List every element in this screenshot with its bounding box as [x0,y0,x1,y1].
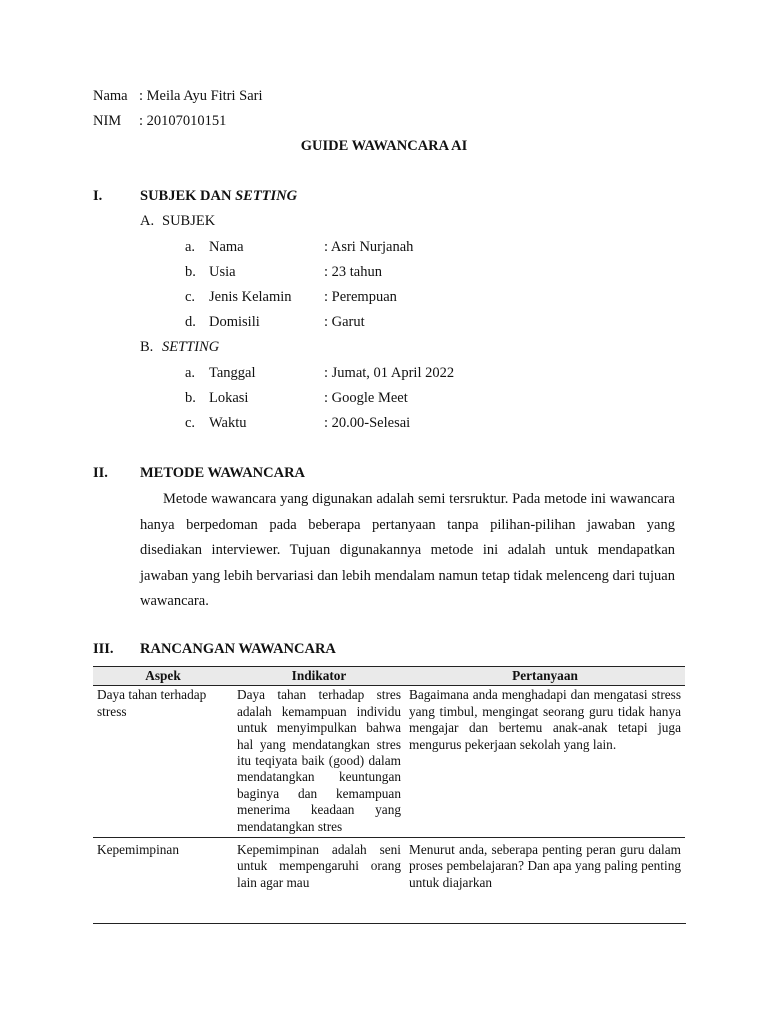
subjek-item-letter: a. [185,239,196,255]
rancangan-table [93,666,685,893]
setting-item-letter: a. [185,365,196,381]
subjek-item-value: : Garut [324,314,365,330]
subjek-item-letter: d. [185,314,196,330]
setting-item-letter: c. [185,415,196,431]
section-2-number: II. [93,465,108,481]
section-1-title [140,188,297,205]
header-pertanyaan: Pertanyaan [405,667,685,686]
table-bottom-rule [93,923,686,924]
table-row [93,686,685,838]
sub-a-title: SUBJEK [162,213,216,229]
nim-value: : 20107010151 [139,113,227,129]
section-1-number: I. [93,188,103,204]
table-header-row [93,667,685,686]
sub-b-title: SETTING [162,339,220,355]
setting-item-label: Tanggal [209,365,256,381]
nim-label: NIM [93,113,122,129]
sub-a-letter: A. [140,213,155,229]
cell-indikator: Daya tahan terhadap stres adalah kemampuan individu untuk menyimpulkan bahwa hal yang mendatangkan stres itu teqiyata baik (good) dalam mendatangkan keuntungan baginya dan kemampuan menerima keadaan yang mendatangkan stres [233,686,405,838]
setting-item-letter: b. [185,390,196,406]
header-aspek: Aspek [93,667,233,686]
section-1-title-plain: SUBJEK DAN [140,188,236,204]
sub-b-letter: B. [140,339,154,355]
cell-aspek: Kepemimpinan [97,842,179,858]
section-3-title: RANCANGAN WAWANCARA [140,641,336,657]
subjek-item-label: Usia [209,264,236,280]
subjek-item-value: : Perempuan [324,289,397,305]
subjek-item-letter: c. [185,289,196,305]
subjek-item-letter: b. [185,264,196,280]
subjek-item-value: : Asri Nurjanah [324,239,414,255]
section-3-number: III. [93,641,114,657]
nama-value: : Meila Ayu Fitri Sari [139,88,263,104]
cell-indikator: Kepemimpinan adalah seni untuk mempengaruhi orang lain agar mau [237,842,401,890]
setting-item-value: : Google Meet [324,390,408,406]
cell-pertanyaan: Bagaimana anda menghadapi dan mengatasi stress yang timbul, mengingat seorang guru tidak hanya mengajar dan bertemu anak-anak tetapi juga mengurus pekerjaan sekolah yang lain. [405,686,685,838]
setting-item-label: Waktu [209,415,247,431]
subjek-item-label: Nama [209,239,244,255]
table-row [93,838,685,894]
cell-pertanyaan: Menurut anda, seberapa penting peran guru dalam proses pembelajaran? Dan apa yang paling penting untuk diajarkan [409,842,681,890]
setting-item-value: : Jumat, 01 April 2022 [324,365,455,381]
subjek-item-label: Domisili [209,314,260,330]
nama-label: Nama [93,88,128,104]
subjek-item-value: : 23 tahun [324,264,382,280]
section-1-title-italic: SETTING [235,188,298,204]
setting-item-label: Lokasi [209,390,249,406]
cell-aspek: Daya tahan terhadap stress [93,686,233,838]
subjek-item-label: Jenis Kelamin [209,289,292,305]
document-title: GUIDE WAWANCARA AI [300,138,468,154]
metode-paragraph: Metode wawancara yang digunakan adalah semi tersruktur. Pada metode ini wawancara hanya berpedoman pada beberapa pertanyaan tanpa pilihan-pilihan jawaban yang disediakan interviewer. Tujuan digunakannya metode ini adalah untuk mendapatkan jawaban yang lebih bervariasi dan lebih mendalam namun tetap tidak melenceng dari tujuan wawancara. [140,491,675,610]
section-2-title: METODE WAWANCARA [140,465,306,481]
setting-item-value: : 20.00-Selesai [324,415,411,431]
rancangan-table-viewport [93,666,686,924]
header-indikator: Indikator [233,667,405,686]
